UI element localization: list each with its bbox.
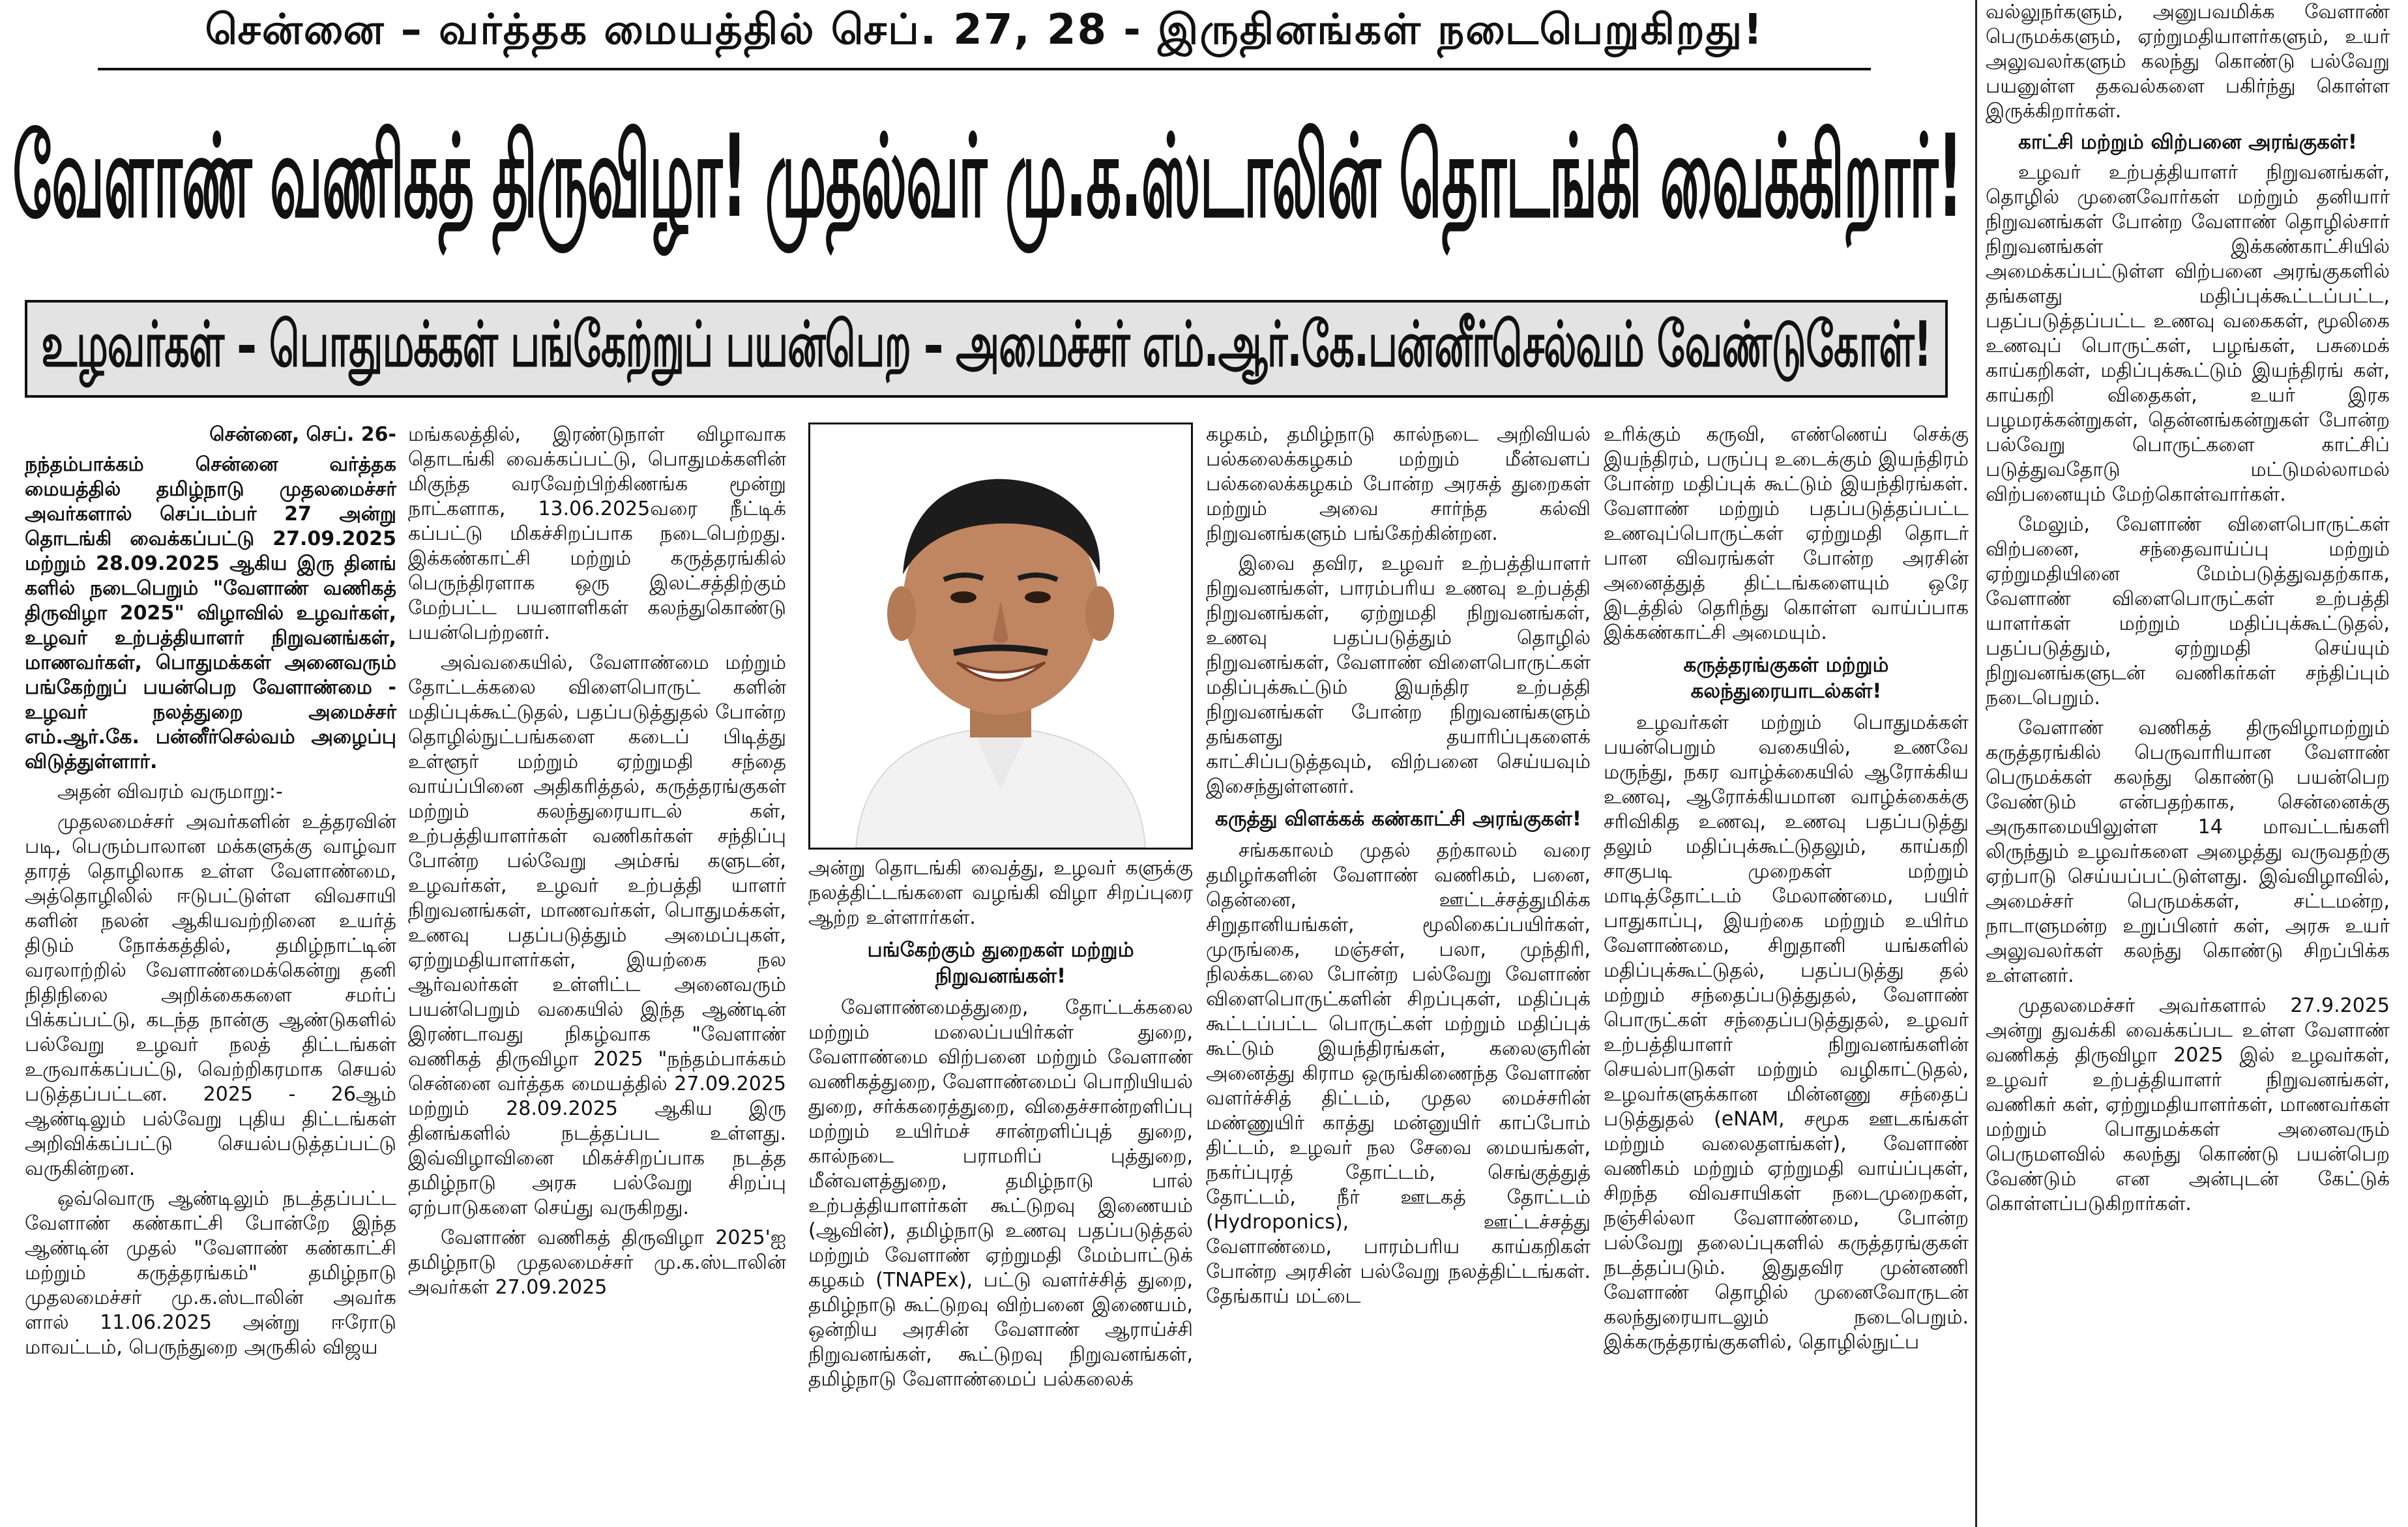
paragraph: சங்ககாலம் முதல் தற்காலம் வரை தமிழர்களின் வேளாண் வணிகம், பனை, தென்னை, ஊட்டச்சத்துமிக்க சிறுதானியங்கள், மூலிகைப்பயிர்கள், முருங்கை, மஞ்சள், பலா, முந்திரி, நிலக்கடலை போன்ற பல்வேறு வேளாண் விளைபொருட்களின் சிறப்புகள், மதிப்புக் கூட்டப்பட்ட பொருட்கள் மற்றும் மதிப்புக் கூட்டும் இயந்திரங்கள், கலைஞரின் அனைத்து கிராம ஒருங்கிணைந்த வேளாண் வளர்ச்சித் திட்டம், முதல மைச்சரின் மண்ணுயிர் காத்து மன்னுயிர் காப்போம் திட்டம், உழவர் நல சேவை மையங்கள், நகர்ப்புரத் தோட்டம், செங்குத்துத் தோட்டம், நீர் ஊடகத் தோட்டம் (Hydroponics), ஊட்டச்சத்து வேளாண்மை, பாரம்பரிய காய்கறிகள் போன்ற அரசின் பல்வேறு நலத்திட்டங்கள். தேங்காய் மட்டை: [1206, 839, 1591, 1308]
paragraph: ஒவ்வொரு ஆண்டிலும் நடத்தப்பட்ட வேளாண் கண்காட்சி போன்றே இந்த ஆண்டின் முதல் "வேளாண் கண்காட்சி மற்றும் கருத்தரங்கம்" தமிழ்நாடு முதலமைச்சர் மு.க.ஸ்டாலின் அவர்க ளால் 11.06.2025 அன்று ஈரோடு மாவட்டம், பெருந்துறை அருகில் விஜய: [25, 1187, 396, 1359]
dateline: சென்னை, செப். 26-: [209, 423, 396, 446]
paragraph: மேலும், வேளாண் விளைபொருட்கள் விற்பனை, சந்தைவாய்ப்பு மற்றும் ஏற்றுமதியினை மேம்படுத்துவதற்காக, வேளாண் விளைபொருட்கள் உற்பத்தி யாளர்கள் மற்றும் மதிப்புக்கூட்டுதல், பதப்படுத்தும், ஏற்றுமதி செய்யும் நிறுவனங்களுடன் வணிகர்கள் சந்திப்பும் நடைபெறும்.: [1986, 513, 2390, 709]
paragraph: [1986, 994, 2390, 1217]
paragraph: அதன் விவரம் வருமாறு:-: [57, 780, 283, 803]
kicker-headline: சென்னை – வர்த்தக மையத்தில் செப். 27, 28 - இருதினங்கள் நடைபெறுகிறது!: [205, 6, 1764, 54]
article-column-5: [1604, 423, 1969, 1360]
paragraph: வேளாண்மைத்துறை, தோட்டக்கலை மற்றும் மலைப்பயிர்கள் துறை, வேளாண்மை விற்பனை மற்றும் வேளாண் வணிகத்துறை, வேளாண்மைப் பொறியியல் துறை, சர்க்கரைத்துறை, விதைச்சான்றளிப்பு மற்றும் உயிர்மச் சான்றளிப்புத் துறை, கால்நடை பராமரிப் புத்துறை, மீன்வளத்துறை, தமிழ்நாடு பால் உற்பத்தியாளர்கள் கூட்டுறவு இணையம் (ஆவின்), தமிழ்நாடு உணவு பதப்படுத்தல் மற்றும் வேளாண் ஏற்றுமதி மேம்பாட்டுக் கழகம் (TNAPEx), பட்டு வளர்ச்சித் துறை, தமிழ்நாடு கூட்டுறவு விற்பனை இணையம், ஒன்றிய அரசின் வேளாண் ஆராய்ச்சி நிறுவனங்கள், கூட்டுறவு நிறுவனங்கள், தமிழ்நாடு வேளாண்மைப் பல்கலைக்: [808, 996, 1193, 1391]
paragraph-part: முதலமைச்சர் அவர்களால் 27.9.2025 அன்று துவக்கி வைக்கப்பட: [1986, 994, 2390, 1042]
article-column-2: [408, 423, 786, 1305]
section-heading: கருத்து விளக்கக் கண்காட்சி அரங்குகள்!: [1215, 807, 1581, 831]
paragraph: கழகம், தமிழ்நாடு கால்நடை அறிவியல் பல்கலைக்கழகம் மற்றும் மீன்வளப் பல்கலைக்கழகம் போன்ற அரசுத் துறைகள் மற்றும் அவை சார்ந்த கல்வி நிறுவனங்களும் பங்கேற்கின்றன.: [1206, 423, 1591, 545]
section-heading: பங்கேற்கும் துறைகள் மற்றும் நிறுவனங்கள்!: [867, 938, 1134, 988]
paragraph: வல்லுநர்களும், அனுபவமிக்க வேளாண் பெருமக்களும், ஏற்றுமதியாளர்களும், உயர் அலுவலர்களும் கலந்து கொண்டு பல்வேறு பயனுள்ள தகவல்களை பகிர்ந்து கொள்ள இருக்கிறார்கள்.: [1986, 1, 2390, 123]
paragraph: உழவர்கள் மற்றும் பொதுமக்கள் பயன்பெறும் வகையில், உணவே மருந்து, நகர வாழ்க்கையில் ஆரோக்கிய உணவு, ஆரோக்கியமான வாழ்க்கைக்கு சரிவிகித உணவு, உணவு பதப்படுத்து தலும் மதிப்புக்கூட்டுதலும், காய்கறி சாகுபடி முறைகள் மற்றும் மாடித்தோட்டம் மேலாண்மை, பயிர் பாதுகாப்பு, இயற்கை மற்றும் உயிர்ம வேளாண்மை, சிறுதானி யங்களில் மதிப்புக்கூட்டுதல், பதப்படுத்து தல் மற்றும் சந்தைப்படுத்துதல், வேளாண் பொருட்கள் சந்தைப்படுத்துதல், உழவர் உற்பத்தியாளர் நிறுவனங்களின் செயல்பாடுகள் மற்றும் வழிகாட்டுதல், உழவர்களுக்கான மின்னணு சந்தைப் படுத்துதல் (eNAM, சமூக ஊடகங்கள் மற்றும் வலைதளங்கள்), வேளாண் வணிகம் மற்றும் ஏற்றுமதி வாய்ப்புகள், சிறந்த விவசாயிகள் நடைமுறைகள், நஞ்சில்லா வேளாண்மை, போன்ற பல்வேறு தலைப்புகளில் கருத்தரங்குகள் நடத்தப்படும். இதுதவிர முன்னணி வேளாண் தொழில் முனைவோருடன் கலந்துரையாடலும் நடைபெறும். இக்கருத்தரங்குகளில், தொழில்நுட்ப: [1604, 711, 1969, 1354]
column-divider: [1975, 0, 1977, 1527]
paragraph: உழவர் உற்பத்தியாளர் நிறுவனங்கள், தொழில் முனைவோர்கள் மற்றும் தனியார் நிறுவனங்கள் போன்ற வேளாண் தொழில்சார் நிறுவனங்கள் இக்கண்காட்சியில் அமைக்கப்பட்டுள்ள விற்பனை அரங்குகளில் தங்களது மதிப்புக்கூட்டப்பட்ட, பதப்படுத்தப்பட்ட உணவு வகைகள், மூலிகை உணவுப் பொருட்கள், பழங்கள், பசுமைக் காய்கறிகள், மதிப்புக்கூட்டும் இயந்திரங் கள், காய்கறி விதைகள், உயர் இரக பழமரக்கன்றுகள், தென்னங்கன்றுகள் போன்ற பல்வேறு பொருட்களை காட்சிப் படுத்துவதோடு மட்டுமல்லாமல் விற்பனையும் மேற்கொள்வார்கள்.: [1986, 161, 2390, 506]
paragraph: வேளாண் வணிகத் திருவிழா 2025'ஐ தமிழ்நாடு முதலமைச்சர் மு.க.ஸ்டாலின் அவர்கள் 27.09.2025: [408, 1226, 786, 1299]
lead-paragraph: நந்தம்பாக்கம் சென்னை வர்த்தக மையத்தில் தமிழ்நாடு முதலமைச்சர் அவர்களால் செப்டம்பர் 27 அன்று தொடங்கி வைக்கப்பட்டு 27.09.2025 மற்றும் 28.09.2025 ஆகிய இரு தினங் களில் நடைபெறும் "வேளாண் வணிகத் திருவிழா 2025" விழாவில் உழவர்கள், உழவர் உற்பத்தியாளர் நிறுவனங்கள், மாணவர்கள், பொதுமக்கள் அனைவரும் பங்கேற்றுப் பயன்பெற வேளாண்மை - உழவர் நலத்துறை அமைச்சர் எம்.ஆர்.கே. பன்னீர்செல்வம் அழைப்பு விடுத்துள்ளார்.: [25, 453, 396, 773]
main-headline: வேளாண் வணிகத் திருவிழா! முதல்வர் மு.க.ஸ்டாலின் தொடங்கி வைக்கிறார்!: [12, 109, 1963, 243]
paragraph: இவை தவிர, உழவர் உற்பத்தியாளர் நிறுவனங்கள், பாரம்பரிய உணவு உற்பத்தி நிறுவனங்கள், ஏற்றுமதி நிறுவனங்கள், உணவு பதப்படுத்தும் தொழில் நிறுவனங்கள், வேளாண் விளைபொருட்கள் மதிப்புக்கூட்டும் இயந்திர உற்பத்தி நிறுவனங்கள் போன்ற நிறுவனங்களும் தங்களது தயாரிப்புகளைக் காட்சிப்படுத்தவும், விற்பனை செய்யவும் இசைந்துள்ளனர்.: [1206, 552, 1591, 798]
article-column-3: [808, 423, 1193, 1397]
subheadline-box: [25, 300, 1948, 398]
article-column-4: [1206, 423, 1591, 1314]
paragraph: முதலமைச்சர் அவர்களின் உத்தரவின் படி, பெரும்பாலான மக்களுக்கு வாழ்வா தாரத் தொழிலாக உள்ள வேளாண்மை, அத்தொழிலில் ஈடுபட்டுள்ள விவசாயி களின் நலன் ஆகியவற்றினை உயர்த் திடும் நோக்கத்தில், தமிழ்நாட்டின் வரலாற்றில் வேளாண்மைக்கென்று தனி நிதிநிலை அறிக்கைகளை சமர்ப் பிக்கப்பட்டு, கடந்த நான்கு ஆண்டுகளில் பல்வேறு உழவர் நலத் திட்டங்கள் உருவாக்கப்பட்டு, வெற்றிகரமாக செயல் படுத்தப்பட்டன. 2025 - 26ஆம் ஆண்டிலும் பல்வேறு புதிய திட்டங்கள் அறிவிக்கப்பட்டு செயல்படுத்தப்பட்டு வருகின்றன.: [25, 810, 396, 1180]
paragraph: மங்கலத்தில், இரண்டுநாள் விழாவாக தொடங்கி வைக்கப்பட்டு, பொதுமக்களின் மிகுந்த வரவேற்பிற்கிணங்க மூன்று நாட்களாக, 13.06.2025வரை நீட்டிக் கப்பட்டு மிகச்சிறப்பாக நடைபெற்றது. இக்கண்காட்சி மற்றும் கருத்தரங்கில் பெருந்திரளாக ஒரு இலட்சத்திற்கும் மேற்பட்ட பயனாளிகள் கலந்துகொண்டு பயன்பெற்றனர்.: [408, 423, 786, 644]
article-column-6: [1986, 0, 2390, 1222]
paragraph-part: உள்ள வேளாண் வணிகத் திருவிழா 2025 இல் உழவர்கள், உழவர் உற்பத்தியாளர் நிறுவனங்கள், வணிகர் கள், ஏற்றுமதியாளர்கள், மாணவர்கள் மற்றும் பொதுமக்கள் அனைவரும் பெருமளவில் கலந்து கொண்டு பயன்பெற வேண்டும் என அன்புடன் கேட்டுக் கொள்ளப்படுகிறார்கள்.: [1986, 1019, 2390, 1215]
paragraph: வேளாண் வணிகத் திருவிழாமற்றும் கருத்தரங்கில் பெருவாரியான வேளாண் பெருமக்கள் கலந்து கொண்டு பயன்பெற வேண்டும் என்பதற்காக, சென்னைக்கு அருகாமையிலுள்ள 14 மாவட்டங்களி லிருந்தும் உழவர்களை அழைத்து வருவதற்கு ஏற்பாடு செய்யப்பட்டுள்ளது. இவ்விழாவில், அமைச்சர் பெருமக்கள், சட்டமன்ற, நாடாளுமன்ற உறுப்பினர் கள், அரசு உயர் அலுவலர்கள் கலந்து கொண்டு சிறப்பிக்க உள்ளனர்.: [1986, 717, 2390, 987]
paragraph: உரிக்கும் கருவி, எண்ணெய் செக்கு இயந்திரம், பருப்பு உடைக்கும் இயந்திரம் போன்ற மதிப்புக் கூட்டும் இயந்திரங்கள். வேளாண் மற்றும் பதப்படுத்தப்பட்ட உணவுப்பொருட்கள் ஏற்றுமதி தொடர் பான விவரங்கள் போன்ற அரசின் அனைத்துத் திட்டங்களையும் ஒரே இடத்தில் தெரிந்து கொள்ள வாய்ப்பாக இக்கண்காட்சி அமையும்.: [1604, 423, 1969, 644]
section-heading: கருத்தரங்குகள் மற்றும் கலந்துரையாடல்கள்!: [1683, 653, 1889, 703]
paragraph: அவ்வகையில், வேளாண்மை மற்றும் தோட்டக்கலை விளைபொருட் களின் மதிப்புக்கூட்டுதல், பதப்படுத்துதல் போன்ற தொழில்நுட்பங்களை கடைப் பிடித்து உள்ளூர் மற்றும் ஏற்றுமதி சந்தை வாய்ப்பினை அதிகரித்தல், கருத்தரங்குகள் மற்றும் கலந்துரையாடல் கள், உற்பத்தியாளர்கள் வணிகர்கள் சந்திப்பு போன்ற பல்வேறு அம்சங் களுடன், உழவர்கள், உழவர் உற்பத்தி யாளர் நிறுவனங்கள், மாணவர்கள், பொதுமக்கள், உணவு பதப்படுத்தும் அமைப்புகள், ஏற்றுமதியாளர்கள், இயற்கை நல ஆர்வலர்கள் உள்ளிட்ட அனைவரும் பயன்பெறும் வகையில் இந்த ஆண்டின் இரண்டாவது நிகழ்வாக "வேளாண் வணிகத் திருவிழா 2025 "நந்தம்பாக்கம் சென்னை வர்த்தக மையத்தில் 27.09.2025 மற்றும் 28.09.2025 ஆகிய இரு தினங்களில் நடத்தப்பட உள்ளது. இவ்விழாவினை மிகச்சிறப்பாக நடத்த தமிழ்நாடு அரசு பல்வேறு சிறப்பு ஏற்பாடுகளை செய்து வருகிறது.: [408, 651, 786, 1219]
paragraph: அன்று தொடங்கி வைத்து, உழவர் களுக்கு நலத்திட்டங்களை வழங்கி விழா சிறப்புரை ஆற்ற உள்ளார்கள்.: [808, 857, 1193, 929]
section-heading: காட்சி மற்றும் விற்பனை அரங்குகள்!: [2018, 130, 2358, 154]
article-column-1: [25, 423, 396, 1365]
subheadline: உழவர்கள் – பொதுமக்கள் பங்கேற்றுப் பயன்பெற – அமைச்சர் எம்.ஆர்.கே.பன்னீர்செல்வம் வேண்டுகோள்!: [41, 308, 1931, 381]
